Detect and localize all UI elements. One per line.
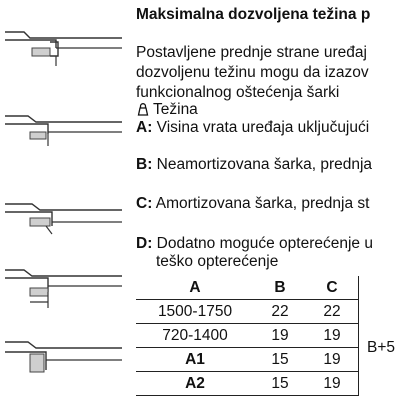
hinge-illustration-2 [0,106,126,166]
item-letter: C: [136,195,153,212]
table-header-cell: C [306,276,359,300]
weight-label: Težina [153,101,198,118]
cabinet-door-drawing [0,190,126,250]
illustration-column [0,0,126,400]
table-side-cell: B+5 [359,300,400,396]
table-cell: 15 [254,372,306,396]
item-d-continuation: teško opterećenje [156,253,279,270]
item-letter: D: [136,235,153,252]
cabinet-door-drawing [0,330,126,390]
table-cell: A1 [136,348,254,372]
item-d [136,235,373,253]
cabinet-door-drawing [0,26,126,86]
item-b [136,156,372,174]
item-text: Neamortizovana šarka, prednja [152,156,373,173]
table-header-cell: B [254,276,306,300]
hinge-illustration-5 [0,330,126,390]
table-cell: 15 [254,348,306,372]
section-title: Maksimalna dozvoljena težina p [136,6,371,23]
table-cell: 720-1400 [136,324,254,348]
weight-icon [136,102,150,116]
item-letter: A: [136,119,153,136]
table-cell: 22 [306,300,359,324]
intro-paragraph [136,43,369,103]
item-letter: B: [136,156,153,173]
table-cell: 1500-1750 [136,300,254,324]
table-header-row [136,276,400,300]
item-text: Dodatno moguće opterećenje u [152,235,373,252]
item-a [136,119,369,137]
hinge-illustration-4 [0,262,126,322]
weight-table [136,276,400,396]
table-header-cell: A [136,276,254,300]
hinge-illustration-1 [0,26,126,86]
table-header-cell [359,276,400,300]
hinge-illustration-3 [0,190,126,250]
table-cell: 19 [306,372,359,396]
table-row [136,300,400,324]
table-cell: 19 [254,324,306,348]
item-text: Visina vrata uređaja uključujući [152,119,370,136]
legend-weight [136,101,198,119]
cabinet-door-drawing [0,262,126,322]
item-c [136,195,369,213]
item-text: Amortizovana šarka, prednja st [152,195,370,212]
paragraph-line: dozvoljenu težinu mogu da izazov [136,64,369,81]
table-cell: 22 [254,300,306,324]
table-cell: 19 [306,348,359,372]
cabinet-door-drawing [0,106,126,166]
table-cell: 19 [306,324,359,348]
paragraph-line: funkcionalnog oštećenja šarki [136,84,340,101]
paragraph-line: Postavljene prednje strane uređaj [136,44,367,61]
table-cell: A2 [136,372,254,396]
